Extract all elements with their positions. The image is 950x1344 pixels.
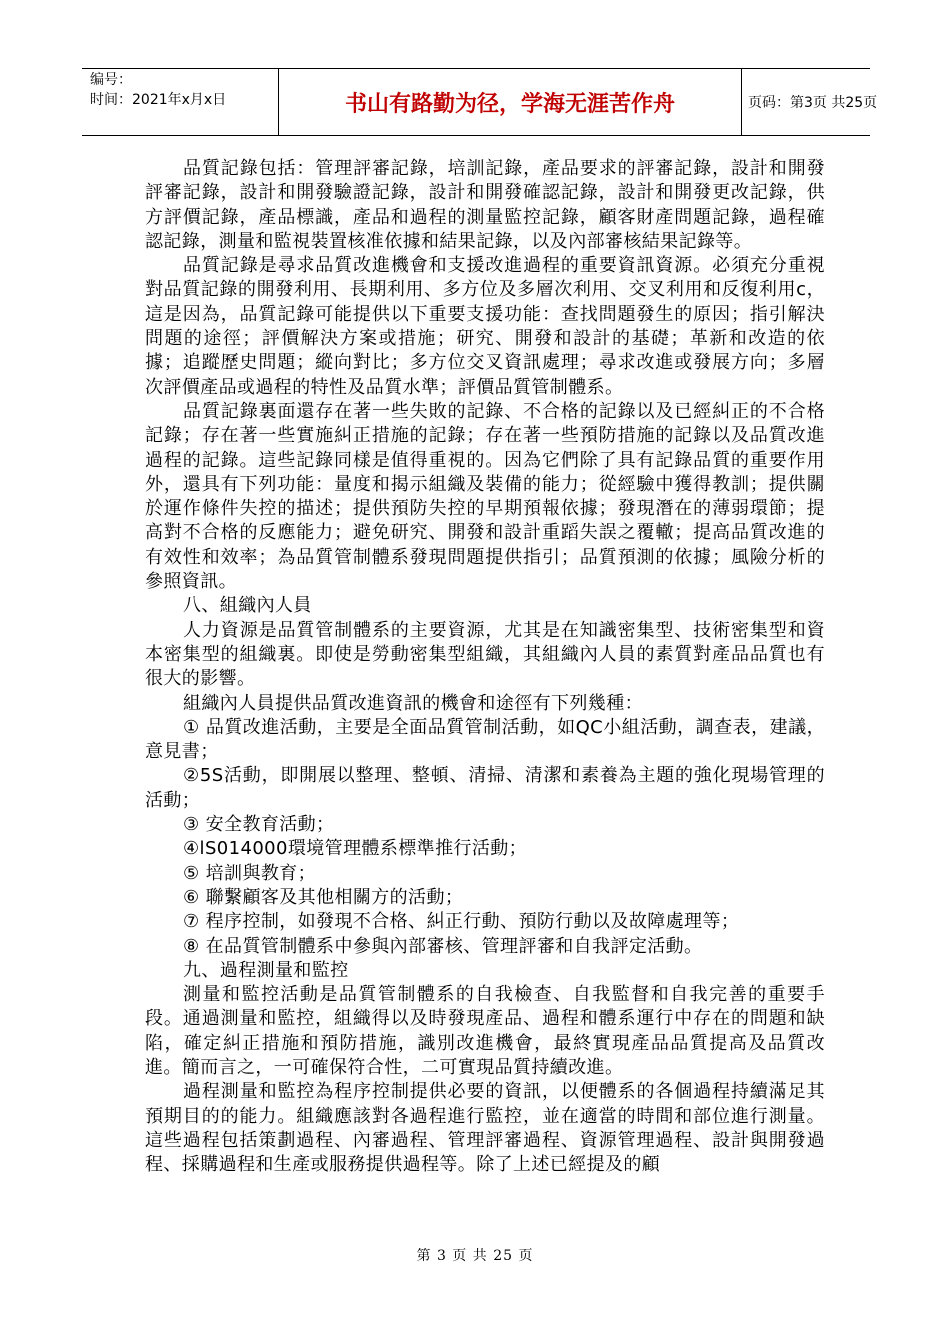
paragraph: 品質記錄包括：管理評審記錄，培訓記錄，產品要求的評審記錄，設計和開發評審記錄，設計和開發驗證記錄，設計和開發確認記錄，設計和開發更改記錄，供方評價記錄，產品標識，產品和過程的測量監控記錄，顧客財產問題記錄，過程確認記錄，測量和監視裝置核准依據和結果記錄，以及內部審核結果記錄等。 [145, 158, 825, 252]
list-item: ④lS014000環境管理體系標準推行活動； [183, 838, 528, 860]
list-item: ① 品質改進活動，主要是全面品質管制活動，如QC小組活動，調查表，建議，意見書； [145, 716, 825, 763]
header-page-cell [740, 69, 878, 135]
list-item: ②5S活動，即開展以整理、整頓、清掃、清潔和素養為主題的強化現場管理的活動； [145, 765, 825, 811]
list-item: ⑧ 在品質管制體系中參與內部審核、管理評審和自我評定活動。 [183, 935, 703, 957]
section-heading: 八、組織內人員 [183, 595, 312, 617]
header-motto: 书山有路勤为径，学海无涯苦作舟 [344, 91, 675, 117]
paragraph: 測量和監控活動是品質管制體系的自我檢查、自我監督和自我完善的重要手段。通過測量和監控，組織得以及時發現產品、過程和體系運行中存在的問題和缺陷，確定糾正措施和預防措施，識別改進機會，最終實現產品品質提高及品質改進。簡而言之，一可確保符合性，二可實現品質持續改進。 [145, 984, 825, 1078]
paragraph: 人力資源是品質管制體系的主要資源，尤其是在知識密集型、技術密集型和資本密集型的組織裏。即使是勞動密集型組織，其組織內人員的素質對產品品質也有很大的影響。 [145, 619, 825, 690]
page-footer: 第 3 页 共 25 页 [416, 1248, 534, 1264]
list-item: ⑥ 聯繫顧客及其他相關方的活動； [183, 886, 464, 908]
paragraph: 品質記錄裏面還存在著一些失敗的記錄、不合格的記錄以及已經糾正的不合格記錄；存在著一些實施糾正措施的記錄；存在著一些預防措施的記錄以及品質改進過程的記錄。這些記錄同樣是值得重視的。因為它們除了具有記錄品質的重要作用外，還具有下列功能：量度和揭示組織及裝備的能力；從經驗中獲得教訓；提供關於運作條件失控的描述；提供預防失控的早期預報依據；發現潛在的薄弱環節；提高對不合格的反應能力；避免研究、開發和設計重蹈失誤之覆轍；提高品質改進的有效性和效率；為品質管制體系發現問題提供指引；品質預測的依據；風險分析的參照資訊。 [145, 400, 825, 593]
paragraph: 過程測量和監控為程序控制提供必要的資訊，以便體系的各個過程持續滿足其預期目的的能力。組織應該對各過程進行監控，並在適當的時間和部位進行測量。這些過程包括策劃過程、內審過程、管理評審過程、資源管理過程、設計與開發過程、採購過程和生產或服務提供過程等。除了上述已經提及的顧 [145, 1081, 825, 1176]
page-header [82, 68, 878, 136]
document-number-label: 编号： [90, 72, 132, 88]
list-item: ⑦ 程序控制，如發現不合格、糾正行動、預防行動以及故障處理等； [183, 911, 740, 933]
list-item: ③ 安全教育活動； [183, 814, 335, 836]
list-item: ⑤ 培訓與教育； [183, 862, 317, 884]
header-motto-cell [278, 69, 742, 135]
paragraph: 組織內人員提供品質改進資訊的機會和途徑有下列幾種： [183, 692, 643, 714]
section-heading: 九、過程測量和監控 [183, 959, 349, 981]
document-body [145, 157, 825, 1177]
paragraph: 品質記錄是尋求品質改進機會和支援改進過程的重要資訊資源。必須充分重視對品質記錄的開發利用、長期利用、多方位及多層次利用、交叉利用和反復利用c，這是因為，品質記錄可能提供以下重要支援功能：查找問題發生的原因；指引解決問題的途徑；評價解決方案或措施；研究、開發和設計的基礎；革新和改造的依據；追蹤歷史問題；縱向對比；多方位交叉資訊處理；尋求改進或發展方向；多層次評價產品或過程的特性及品質水準；評價品質管制體系。 [145, 255, 825, 398]
header-page-info: 页码：第3页 共25页 [748, 95, 878, 111]
document-date: 时间：2021年x月x日 [90, 92, 227, 108]
header-info-cell [82, 69, 278, 135]
